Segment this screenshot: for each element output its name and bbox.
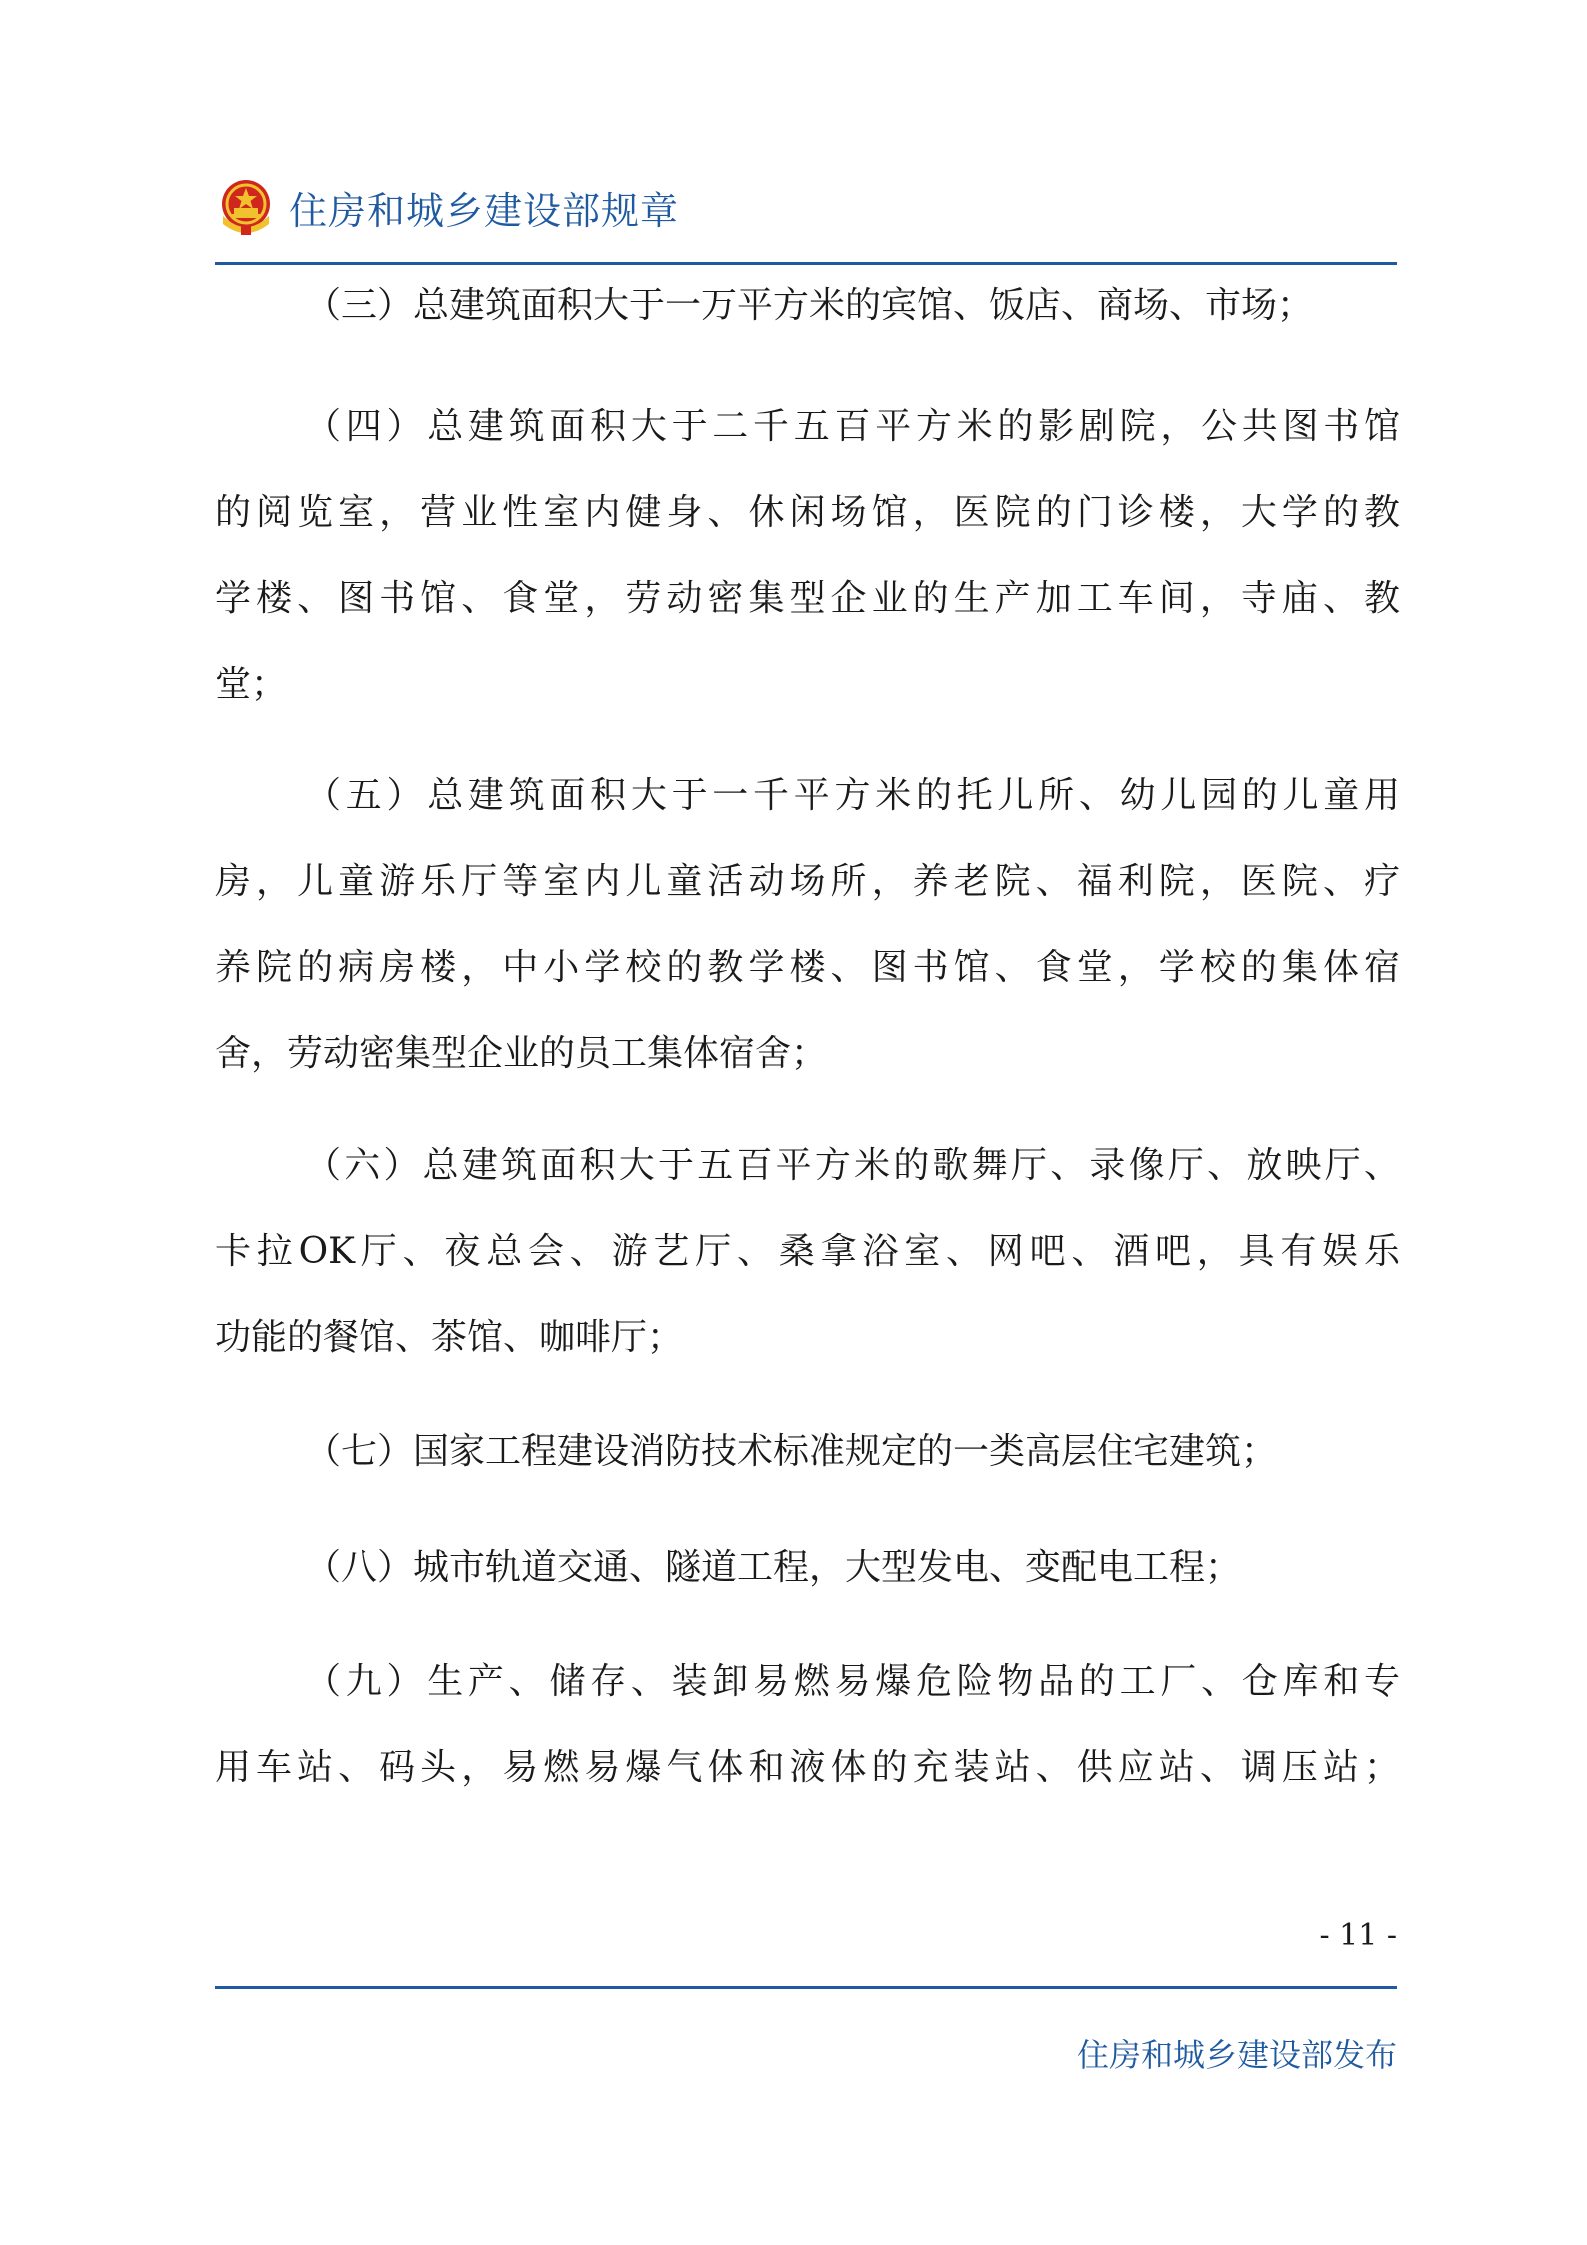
para-8-line-1: （八）城市轨道交通、隧道工程，大型发电、变配电工程； [305, 1547, 1242, 1588]
para-9-line-1: （九）生产、储存、装卸易燃易爆危险物品的工厂、仓库和专 [305, 1661, 1400, 1702]
header-title: 住房和城乡建设部规章 [289, 188, 680, 233]
para-7-line-1: （七）国家工程建设消防技术标准规定的一类高层住宅建筑； [305, 1431, 1278, 1472]
page-header [215, 172, 679, 242]
para-6-line-2: 卡拉OK厅、夜总会、游艺厅、桑拿浴室、网吧、酒吧，具有娱乐 [215, 1231, 1400, 1272]
para-4-line-4: 堂； [215, 664, 288, 705]
header-rule [215, 262, 1397, 265]
para-5-line-4: 舍，劳动密集型企业的员工集体宿舍； [215, 1033, 828, 1074]
para-5-line-2: 房，儿童游乐厅等室内儿童活动场所，养老院、福利院，医院、疗 [215, 861, 1400, 902]
para-4-line-2: 的阅览室，营业性室内健身、休闲场馆，医院的门诊楼，大学的教 [215, 492, 1400, 533]
footer-rule [215, 1986, 1397, 1989]
para-4-line-3: 学楼、图书馆、食堂，劳动密集型企业的生产加工车间，寺庙、教 [215, 578, 1400, 619]
para-5-line-3: 养院的病房楼，中小学校的教学楼、图书馆、食堂，学校的集体宿 [215, 947, 1400, 988]
para-9-line-2: 用车站、码头，易燃易爆气体和液体的充装站、供应站、调压站； [215, 1747, 1400, 1788]
para-6-line-3: 功能的餐馆、茶馆、咖啡厅； [215, 1317, 684, 1358]
para-4-line-1: （四）总建筑面积大于二千五百平方米的影剧院，公共图书馆 [305, 406, 1400, 447]
para-6-line-1: （六）总建筑面积大于五百平方米的歌舞厅、录像厅、放映厅、 [305, 1145, 1400, 1186]
para-3-line-1: （三）总建筑面积大于一万平方米的宾馆、饭店、商场、市场； [305, 285, 1314, 326]
footer-publisher: 住房和城乡建设部发布 [1076, 2036, 1397, 2074]
national-emblem-icon [215, 176, 277, 238]
para-5-line-1: （五）总建筑面积大于一千平方米的托儿所、幼儿园的儿童用 [305, 775, 1400, 816]
page-number: - 11 - [1319, 1918, 1397, 1953]
